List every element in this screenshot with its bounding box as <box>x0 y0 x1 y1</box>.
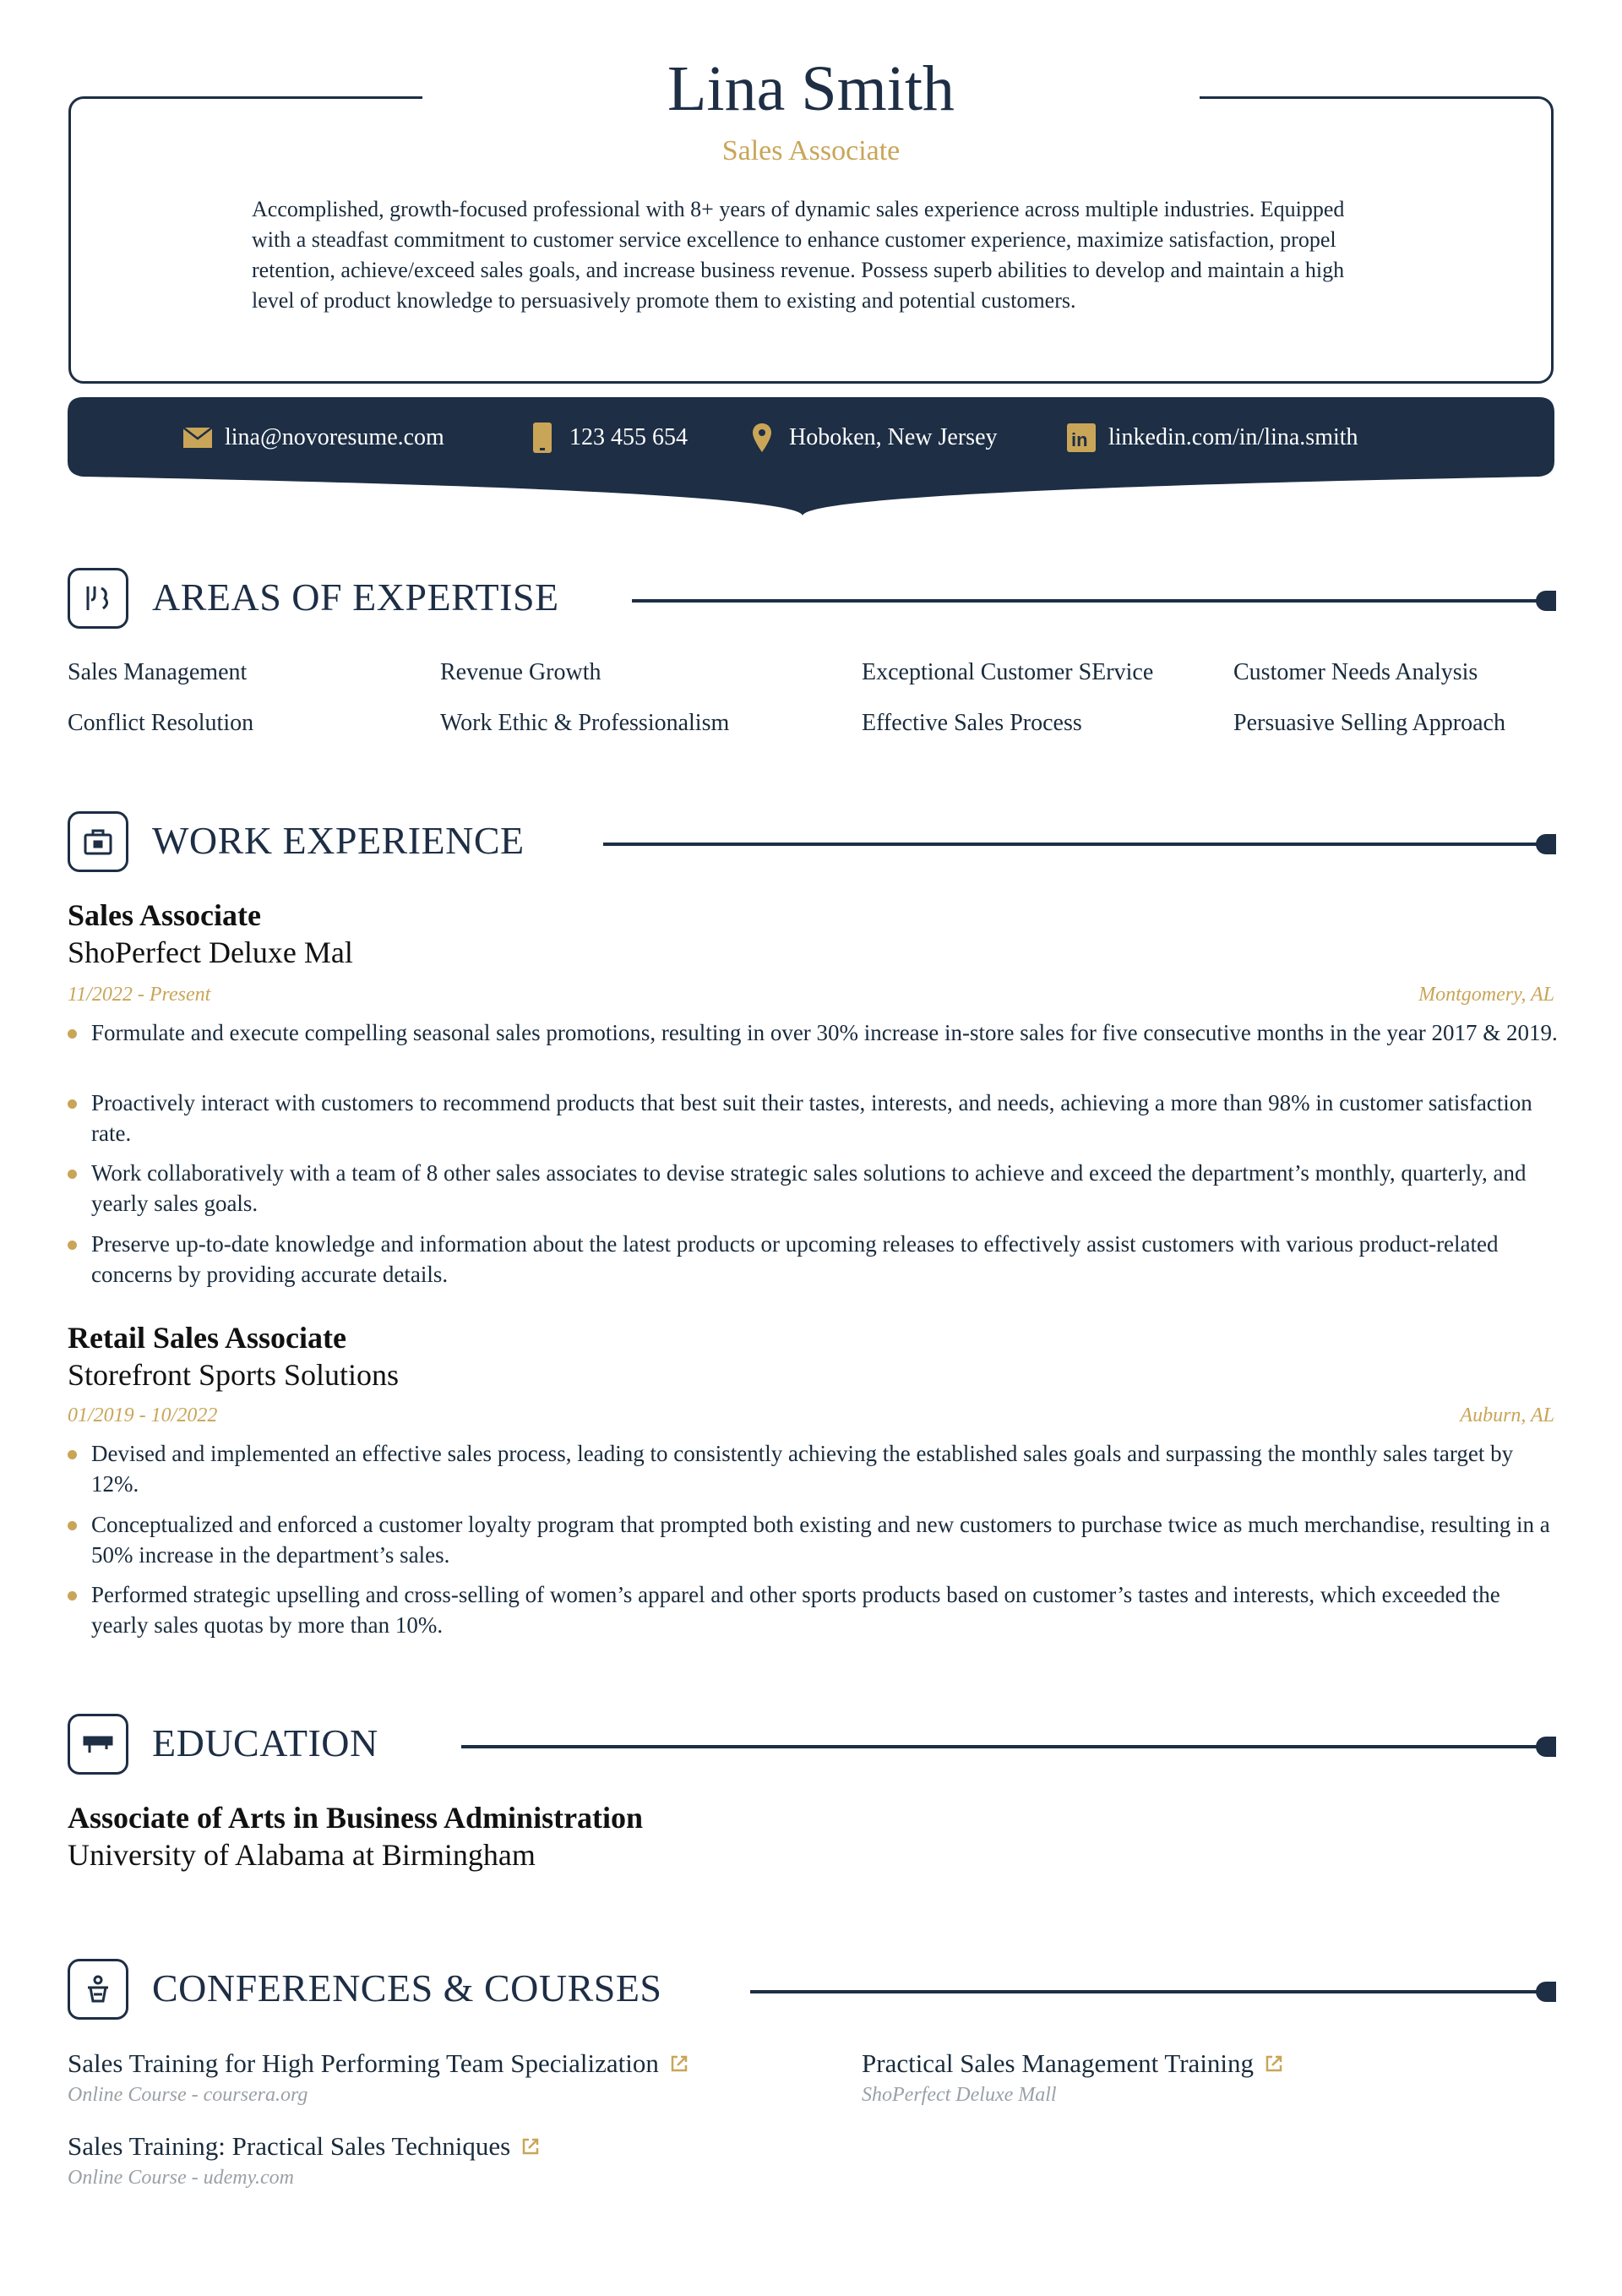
job-dates: 01/2019 - 10/2022 <box>68 1404 218 1426</box>
graduation-cap-icon <box>68 1714 128 1775</box>
bullet-dot <box>68 1450 77 1459</box>
education-degree: Associate of Arts in Business Administration <box>68 1801 644 1835</box>
contact-location <box>747 423 998 453</box>
linkedin-icon <box>1066 423 1097 453</box>
expertise-rule-end <box>1536 591 1556 611</box>
contact-email[interactable] <box>182 423 444 453</box>
courses-rule-end <box>1536 1982 1556 2002</box>
job-title: Sales Associate <box>68 898 261 932</box>
experience-rule-end <box>1536 834 1556 854</box>
skill-item: Effective Sales Process <box>862 710 1082 736</box>
course-item[interactable] <box>68 2048 689 2079</box>
contact-phone-text: 123 455 654 <box>569 424 688 450</box>
education-heading: EDUCATION <box>152 1721 378 1764</box>
phone-icon <box>527 423 558 453</box>
job-bullet: Proactively interact with customers to recommend products that best suit their tastes, interests, and needs, achieving a more than 98% in customer satisfaction rate. <box>91 1090 1532 1146</box>
skill-item: Work Ethic & Professionalism <box>440 710 730 736</box>
courses-heading: CONFERENCES & COURSES <box>152 1966 662 2010</box>
skill-item: Conflict Resolution <box>68 710 254 736</box>
expertise-icon <box>68 568 128 629</box>
contact-email-text: lina@novoresume.com <box>225 424 444 450</box>
podium-icon <box>68 1959 128 2020</box>
candidate-name: Lina Smith <box>667 53 955 124</box>
education-school: University of Alabama at Birmingham <box>68 1838 536 1872</box>
bullet-dot <box>68 1591 77 1601</box>
education-rule-end <box>1536 1737 1556 1757</box>
external-link-icon <box>669 2053 689 2074</box>
svg-text:in: in <box>1071 429 1088 450</box>
skill-item: Customer Needs Analysis <box>1233 659 1478 685</box>
briefcase-icon <box>68 811 128 872</box>
course-source: ShoPerfect Deluxe Mall <box>862 2084 1057 2106</box>
skill-item: Persuasive Selling Approach <box>1233 710 1505 736</box>
course-name: Sales Training: Practical Sales Techniques <box>68 2131 511 2161</box>
job-title: Retail Sales Associate <box>68 1321 346 1355</box>
candidate-title: Sales Associate <box>721 135 901 166</box>
email-icon <box>182 423 213 453</box>
job-company: Storefront Sports Solutions <box>68 1358 400 1392</box>
contact-linkedin[interactable] <box>1066 423 1358 453</box>
contact-linkedin-text: linkedin.com/in/lina.smith <box>1108 424 1358 450</box>
job-bullet: Conceptualized and enforced a customer loyalty program that prompted both existing and new customers to purchase twice as much merchandise, resulting in a 50% increase in the department’s sales. <box>91 1512 1550 1568</box>
job-bullet: Work collaboratively with a team of 8 other sales associates to devise strategic sales solutions to achieve and exceed the department’s monthly, quarterly, and yearly sales goals. <box>91 1160 1527 1216</box>
bullet-dot <box>68 1029 77 1039</box>
skill-item: Exceptional Customer SErvice <box>862 659 1154 685</box>
experience-rule <box>603 843 1546 846</box>
contact-location-text: Hoboken, New Jersey <box>789 424 998 450</box>
expertise-rule <box>632 599 1546 603</box>
bullet-dot <box>68 1241 77 1250</box>
job-company: ShoPerfect Deluxe Mal <box>68 935 353 969</box>
summary-text: Accomplished, growth-focused professional with 8+ years of dynamic sales experience across multiple industries. Equipped with a steadfast commitment to customer service excellence to enhance customer experience, maximize satisfaction, propel retention, achieve/exceed sales goals, and increase business revenue. Possess superb abilities to develop and maintain a high level of product knowledge to persuasively promote them to existing and potential customers. <box>252 197 1345 313</box>
course-name: Sales Training for High Performing Team Specialization <box>68 2048 659 2078</box>
skill-item: Sales Management <box>68 659 248 685</box>
bullet-dot <box>68 1170 77 1179</box>
skill-item: Revenue Growth <box>440 659 601 685</box>
job-bullet: Formulate and execute compelling seasonal sales promotions, resulting in over 30% increase in-store sales for five consecutive months in the year 2017 & 2019. <box>91 1020 1558 1045</box>
location-pin-icon <box>747 423 777 453</box>
course-source: Online Course - coursera.org <box>68 2084 308 2106</box>
experience-heading: WORK EXPERIENCE <box>152 819 525 862</box>
job-location: Auburn, AL <box>1460 1404 1554 1426</box>
external-link-icon <box>1264 2053 1284 2074</box>
job-bullet: Preserve up-to-date knowledge and information about the latest products or upcoming releases to effectively assist customers with various product-related concerns by providing accurate details. <box>91 1231 1499 1287</box>
course-item[interactable] <box>862 2048 1284 2079</box>
job-location: Montgomery, AL <box>1418 984 1554 1006</box>
course-name: Practical Sales Management Training <box>862 2048 1255 2078</box>
courses-rule <box>750 1990 1546 1993</box>
job-bullet: Performed strategic upselling and cross-selling of women’s apparel and other sports products based on customer’s tastes and interests, which exceeded the yearly sales quotas by more than 10%. <box>91 1582 1500 1638</box>
expertise-heading: AREAS OF EXPERTISE <box>152 575 559 619</box>
education-rule <box>461 1745 1546 1748</box>
external-link-icon <box>520 2136 541 2157</box>
bullet-dot <box>68 1521 77 1530</box>
course-item[interactable] <box>68 2131 541 2162</box>
contact-bar <box>68 397 1554 515</box>
course-source: Online Course - udemy.com <box>68 2167 294 2189</box>
contact-phone[interactable] <box>527 423 688 453</box>
job-bullet: Devised and implemented an effective sales process, leading to consistently achieving the established sales goals and surpassing the monthly sales target by 12%. <box>91 1441 1514 1497</box>
bullet-dot <box>68 1099 77 1109</box>
job-dates: 11/2022 - Present <box>68 984 211 1006</box>
